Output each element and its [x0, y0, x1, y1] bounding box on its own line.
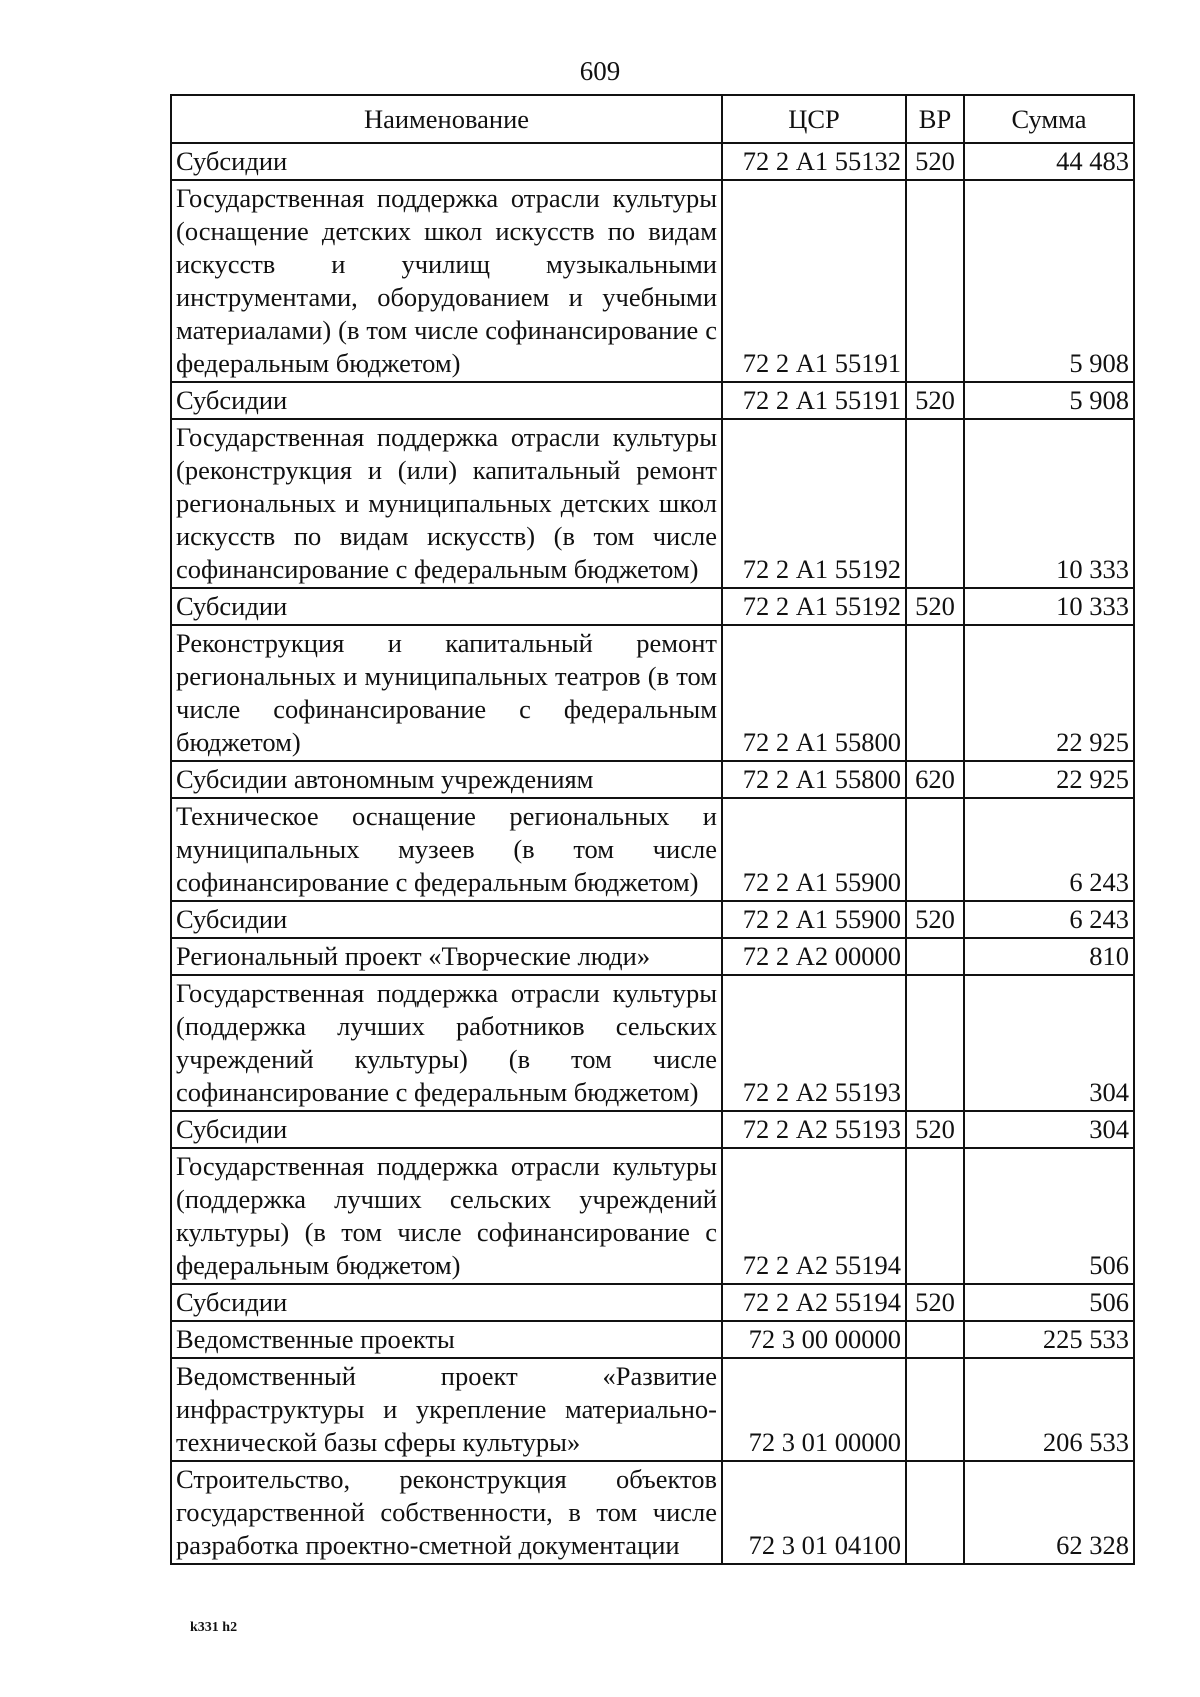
- row-csr: 72 2 А1 55192: [722, 588, 906, 625]
- row-sum: 304: [964, 975, 1134, 1111]
- row-name: Государственная поддержка отрасли культуры (поддержка лучших сельских учреждений культуры) (в том числе софинансирование с федеральным бюджетом): [171, 1148, 722, 1284]
- row-name: Субсидии: [171, 901, 722, 938]
- table-row: [171, 180, 1134, 382]
- header-sum: Сумма: [964, 95, 1134, 143]
- row-sum: 206 533: [964, 1358, 1134, 1461]
- table-row: [171, 419, 1134, 588]
- row-sum: 810: [964, 938, 1134, 975]
- row-name: Субсидии: [171, 588, 722, 625]
- row-name: Строительство, реконструкция объектов государственной собственности, в том числе разработка проектно-сметной документации: [171, 1461, 722, 1564]
- table-row: [171, 382, 1134, 419]
- row-csr: 72 2 А1 55191: [722, 382, 906, 419]
- row-csr: 72 2 А1 55192: [722, 419, 906, 588]
- table-row: [171, 625, 1134, 761]
- row-vr: [906, 1148, 964, 1284]
- row-sum: 304: [964, 1111, 1134, 1148]
- document-code: k331 h2: [190, 1620, 238, 1635]
- row-vr: 520: [906, 382, 964, 419]
- row-csr: 72 2 А2 00000: [722, 938, 906, 975]
- row-name: Государственная поддержка отрасли культуры (реконструкция и (или) капитальный ремонт региональных и муниципальных детских школ искусств по видам искусств) (в том числе софинансирование с федеральным бюджетом): [171, 419, 722, 588]
- row-vr: [906, 1461, 964, 1564]
- row-sum: 506: [964, 1148, 1134, 1284]
- row-vr: 520: [906, 901, 964, 938]
- row-name: Ведомственные проекты: [171, 1321, 722, 1358]
- row-vr: 520: [906, 1111, 964, 1148]
- row-name: Субсидии автономным учреждениям: [171, 761, 722, 798]
- table-row: [171, 1321, 1134, 1358]
- table-row: [171, 1148, 1134, 1284]
- row-csr: 72 2 А2 55194: [722, 1284, 906, 1321]
- row-vr: [906, 625, 964, 761]
- row-sum: 6 243: [964, 901, 1134, 938]
- row-sum: 5 908: [964, 180, 1134, 382]
- header-vr: ВР: [906, 95, 964, 143]
- row-vr: [906, 938, 964, 975]
- row-sum: 10 333: [964, 588, 1134, 625]
- table-row: [171, 901, 1134, 938]
- table-header-row: [171, 95, 1134, 143]
- row-sum: 44 483: [964, 143, 1134, 180]
- row-vr: [906, 419, 964, 588]
- row-name: Субсидии: [171, 1284, 722, 1321]
- row-csr: 72 2 А1 55800: [722, 761, 906, 798]
- row-sum: 10 333: [964, 419, 1134, 588]
- row-vr: 520: [906, 1284, 964, 1321]
- row-name: Субсидии: [171, 1111, 722, 1148]
- row-sum: 22 925: [964, 761, 1134, 798]
- row-sum: 225 533: [964, 1321, 1134, 1358]
- table-row: [171, 761, 1134, 798]
- table-row: [171, 143, 1134, 180]
- table-row: [171, 938, 1134, 975]
- row-name: Субсидии: [171, 382, 722, 419]
- row-csr: 72 2 А1 55132: [722, 143, 906, 180]
- row-sum: 6 243: [964, 798, 1134, 901]
- row-csr: 72 2 А1 55800: [722, 625, 906, 761]
- row-name: Государственная поддержка отрасли культуры (оснащение детских школ искусств по видам искусств и училищ музыкальными инструментами, оборудованием и учебными материалами) (в том числе софинансирование с федеральным бюджетом): [171, 180, 722, 382]
- row-csr: 72 2 А2 55194: [722, 1148, 906, 1284]
- table-row: [171, 1111, 1134, 1148]
- table-row: [171, 588, 1134, 625]
- row-name: Региональный проект «Творческие люди»: [171, 938, 722, 975]
- row-sum: 62 328: [964, 1461, 1134, 1564]
- row-name: Ведомственный проект «Развитие инфраструктуры и укрепление материально-технической базы сферы культуры»: [171, 1358, 722, 1461]
- row-csr: 72 2 А2 55193: [722, 975, 906, 1111]
- row-name: Государственная поддержка отрасли культуры (поддержка лучших работников сельских учреждений культуры) (в том числе софинансирование с федеральным бюджетом): [171, 975, 722, 1111]
- row-vr: [906, 1321, 964, 1358]
- row-csr: 72 2 А1 55191: [722, 180, 906, 382]
- row-name: Техническое оснащение региональных и муниципальных музеев (в том числе софинансирование с федеральным бюджетом): [171, 798, 722, 901]
- table-row: [171, 1284, 1134, 1321]
- row-vr: [906, 180, 964, 382]
- row-csr: 72 2 А1 55900: [722, 798, 906, 901]
- row-csr: 72 3 01 04100: [722, 1461, 906, 1564]
- table-row: [171, 975, 1134, 1111]
- header-name: Наименование: [171, 95, 722, 143]
- row-name: Субсидии: [171, 143, 722, 180]
- table-row: [171, 1461, 1134, 1564]
- row-csr: 72 3 00 00000: [722, 1321, 906, 1358]
- row-name: Реконструкция и капитальный ремонт региональных и муниципальных театров (в том числе софинансирование с федеральным бюджетом): [171, 625, 722, 761]
- page-number: 609: [579, 56, 621, 86]
- table-row: [171, 798, 1134, 901]
- row-csr: 72 3 01 00000: [722, 1358, 906, 1461]
- row-sum: 22 925: [964, 625, 1134, 761]
- row-vr: 520: [906, 143, 964, 180]
- row-vr: [906, 1358, 964, 1461]
- row-vr: 520: [906, 588, 964, 625]
- row-vr: 620: [906, 761, 964, 798]
- budget-table: [170, 94, 1135, 1565]
- table-row: [171, 1358, 1134, 1461]
- row-csr: 72 2 А1 55900: [722, 901, 906, 938]
- row-sum: 5 908: [964, 382, 1134, 419]
- header-csr: ЦСР: [722, 95, 906, 143]
- row-vr: [906, 798, 964, 901]
- row-csr: 72 2 А2 55193: [722, 1111, 906, 1148]
- row-sum: 506: [964, 1284, 1134, 1321]
- row-vr: [906, 975, 964, 1111]
